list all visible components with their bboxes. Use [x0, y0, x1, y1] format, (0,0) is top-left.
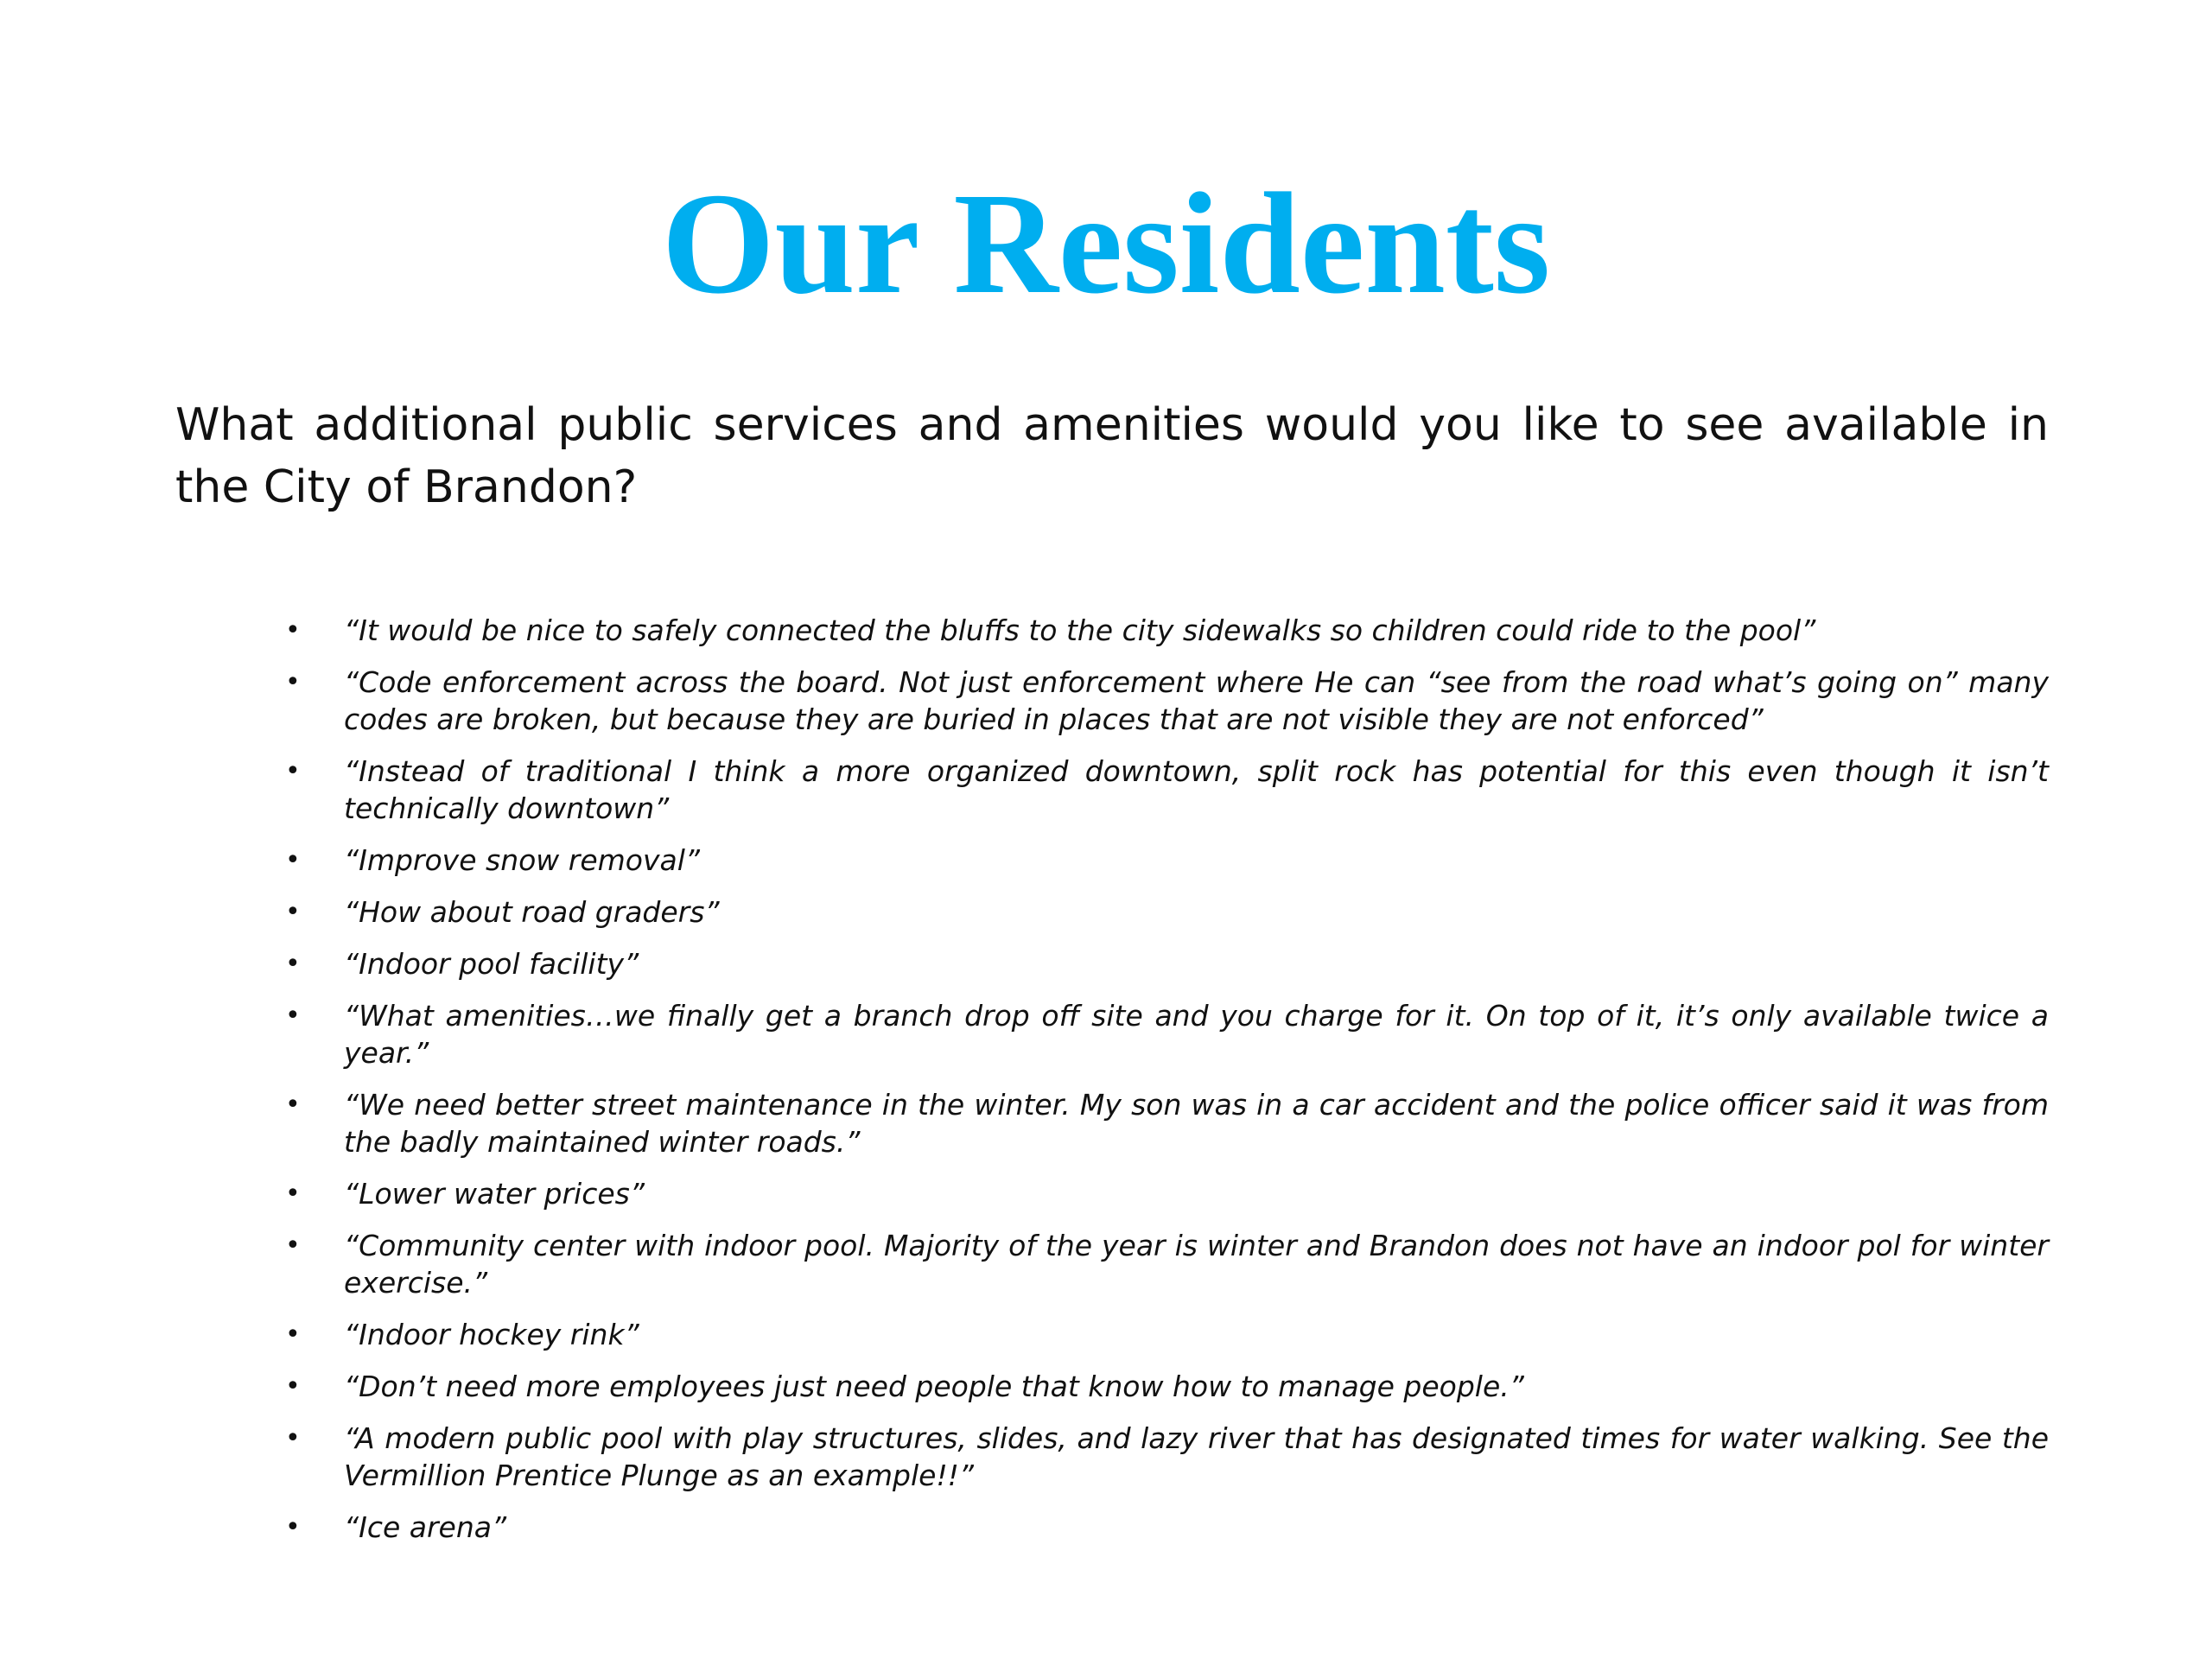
list-item: [285, 1175, 2049, 1212]
resident-quote-list: [285, 612, 2049, 1560]
quote-text: “A modern public pool with play structures, slides, and lazy river that has designated times for water walking. See the Vermillion Prentice Plunge as an example!!”: [344, 1421, 2049, 1492]
bullet-icon: •: [285, 1230, 301, 1261]
quote-text: “Lower water prices”: [344, 1177, 645, 1211]
bullet-icon: •: [285, 845, 301, 875]
bullet-icon: •: [285, 897, 301, 927]
list-item: [285, 1086, 2049, 1160]
bullet-icon: •: [285, 1512, 301, 1542]
quote-text: “Instead of traditional I think a more organized downtown, split rock has potential for this even though it isn’t technically downtown”: [344, 754, 2049, 825]
bullet-icon: •: [285, 1001, 301, 1031]
quote-text: “Ice arena”: [344, 1510, 507, 1544]
bullet-icon: •: [285, 1423, 301, 1453]
list-item: [285, 664, 2049, 738]
quote-text: “Code enforcement across the board. Not just enforcement where He can “see from the road what’s going on” many codes are broken, but because they are buried in places that are not visible they are not enforced”: [344, 665, 2049, 736]
quote-text: “Indoor pool facility”: [344, 947, 639, 981]
quote-text: “How about road graders”: [344, 895, 720, 929]
bullet-icon: •: [285, 615, 301, 645]
quote-text: “It would be nice to safely connected the bluffs to the city sidewalks so children could ride to the pool”: [344, 613, 1816, 647]
list-item: [285, 612, 2049, 649]
list-item: [285, 842, 2049, 879]
list-item: [285, 997, 2049, 1071]
quote-text: “What amenities…we finally get a branch drop off site and you charge for it. On top of it, it’s only available twice a year.”: [344, 999, 2049, 1070]
list-item: [285, 945, 2049, 982]
bullet-icon: •: [285, 1090, 301, 1120]
list-item: [285, 1420, 2049, 1494]
list-item: [285, 893, 2049, 931]
quote-text: “We need better street maintenance in the winter. My son was in a car accident and the police officer said it was from the badly maintained winter roads.”: [344, 1088, 2049, 1159]
list-item: [285, 753, 2049, 827]
bullet-icon: •: [285, 756, 301, 786]
page-title: Our Residents: [661, 163, 1551, 324]
list-item: [285, 1316, 2049, 1353]
bullet-icon: •: [285, 1371, 301, 1402]
bullet-icon: •: [285, 667, 301, 697]
bullet-icon: •: [285, 949, 301, 979]
quote-text: “Indoor hockey rink”: [344, 1318, 639, 1351]
bullet-icon: •: [285, 1179, 301, 1209]
survey-question: What additional public services and amenities would you like to see available in the City of Brandon?: [175, 399, 2049, 513]
quote-text: “Community center with indoor pool. Majority of the year is winter and Brandon does not have an indoor pol for winter exercise.”: [344, 1229, 2049, 1300]
list-item: [285, 1368, 2049, 1405]
list-item: [285, 1509, 2049, 1546]
bullet-icon: •: [285, 1319, 301, 1350]
quote-text: “Don’t need more employees just need people that know how to manage people.”: [344, 1370, 1524, 1403]
list-item: [285, 1227, 2049, 1301]
quote-text: “Improve snow removal”: [344, 843, 701, 877]
